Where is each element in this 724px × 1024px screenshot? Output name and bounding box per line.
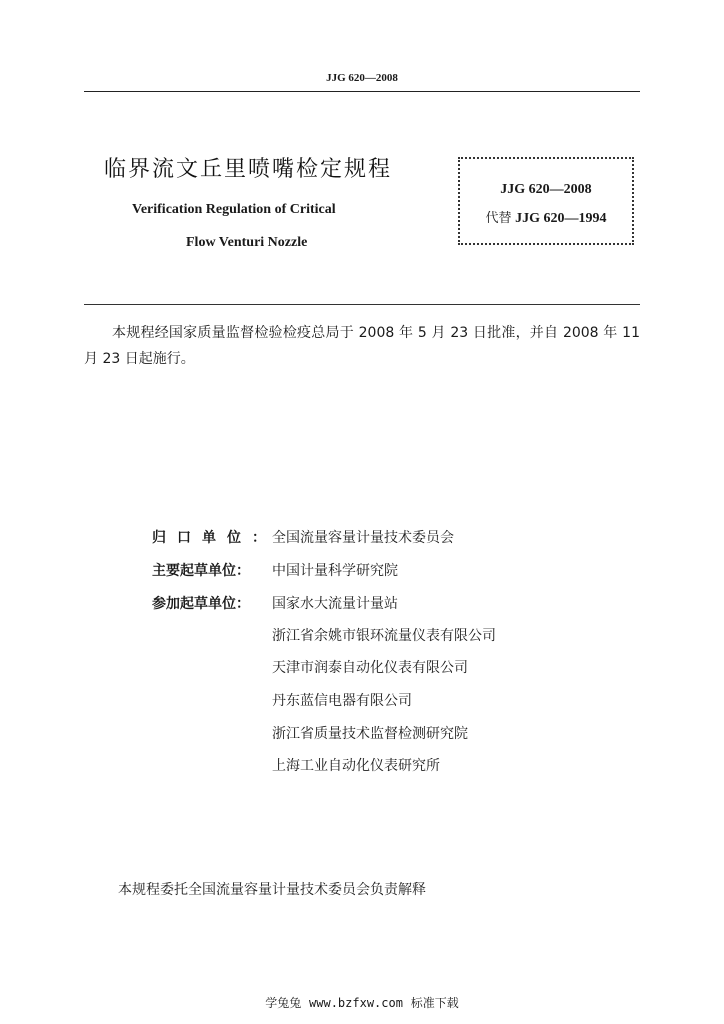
footer bbox=[0, 994, 724, 1011]
section-rule bbox=[84, 304, 640, 305]
replace-prefix: 代替 bbox=[485, 211, 512, 226]
code-box-code: JJG 620—2008 bbox=[500, 182, 592, 197]
responsible-unit-label: 归口单位： bbox=[152, 530, 277, 546]
footer-url[interactable]: www.bzfxw.com bbox=[309, 996, 403, 1010]
participating-unit-2: 天津市润泰自动化仪表有限公司 bbox=[272, 660, 468, 676]
participating-unit-3: 丹东蓝信电器有限公司 bbox=[272, 693, 412, 709]
title-english-line2: Flow Venturi Nozzle bbox=[186, 235, 308, 250]
participating-unit-0: 国家水大流量计量站 bbox=[272, 596, 398, 612]
participating-unit-label: 参加起草单位： bbox=[152, 596, 250, 612]
participating-unit-5: 上海工业自动化仪表研究所 bbox=[272, 758, 440, 774]
replace-code: JJG 620—1994 bbox=[515, 211, 607, 226]
drafting-unit-label: 主要起草单位： bbox=[152, 563, 250, 579]
code-box-replace bbox=[458, 207, 634, 227]
footer-suffix: 标准下载 bbox=[410, 996, 459, 1010]
drafting-unit-value: 中国计量科学研究院 bbox=[272, 563, 398, 579]
drafting-unit-row bbox=[152, 560, 398, 584]
participating-unit-4: 浙江省质量技术监督检测研究院 bbox=[272, 726, 468, 742]
participating-unit-1: 浙江省余姚市银环流量仪表有限公司 bbox=[272, 628, 496, 644]
interpretation-text: 本规程委托全国流量容量计量技术委员会负责解释 bbox=[118, 882, 426, 898]
header-code: JJG 620—2008 bbox=[326, 72, 398, 84]
code-box bbox=[458, 157, 634, 245]
title-chinese: 临界流文丘里喷嘴检定规程 bbox=[104, 157, 393, 182]
title-english-line1: Verification Regulation of Critical bbox=[132, 202, 336, 217]
responsible-unit-value: 全国流量容量计量技术委员会 bbox=[272, 530, 454, 546]
header-rule bbox=[84, 91, 640, 92]
footer-site-name: 学兔兔 bbox=[265, 996, 302, 1010]
participating-unit-row bbox=[152, 593, 398, 617]
responsible-unit-row bbox=[152, 527, 454, 551]
approval-paragraph: 本规程经国家质量监督检验检疫总局于 2008 年 5 月 23 日批准，并自 2008 年 11 月 23 日起施行。 bbox=[84, 325, 640, 367]
